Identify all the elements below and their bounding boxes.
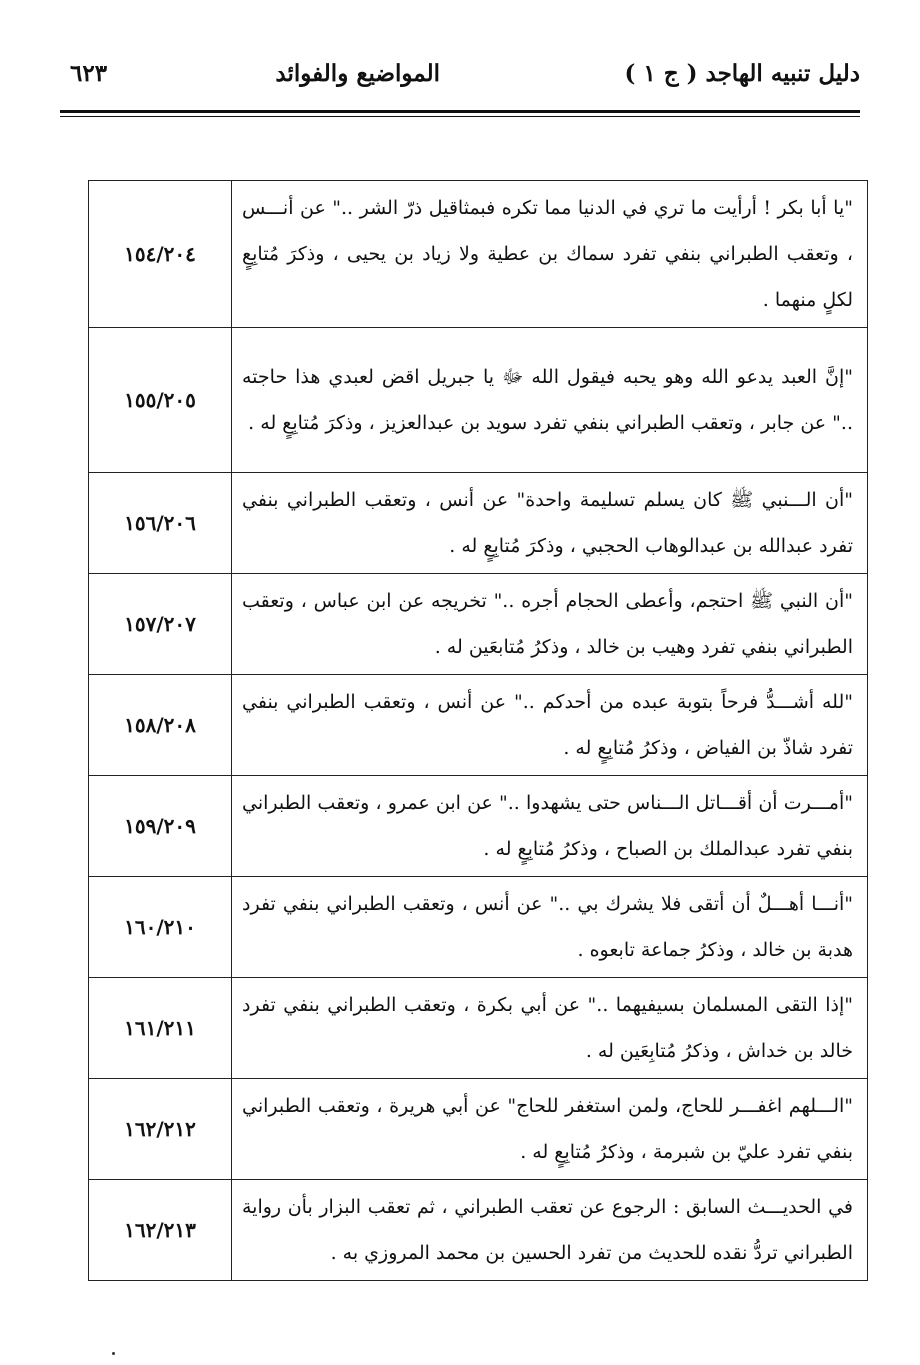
- table-row: [89, 675, 868, 776]
- entry-ref: ١٥٥/٢٠٥: [89, 328, 232, 473]
- table-row: [89, 1180, 868, 1281]
- entry-ref: ١٥٨/٢٠٨: [89, 675, 232, 776]
- entry-ref: ١٦٢/٢١٢: [89, 1079, 232, 1180]
- entry-ref: ١٥٩/٢٠٩: [89, 776, 232, 877]
- entry-ref: ١٥٤/٢٠٤: [89, 181, 232, 328]
- entry-text: "أنـــا أهـــلٌ أن أتقى فلا يشرك بي .." عن أنس ، وتعقب الطبراني بنفي تفرد هدبة بن خالد ، وذكرُ جماعة تابعوه .: [232, 877, 868, 978]
- table-row: [89, 978, 868, 1079]
- table-row: [89, 776, 868, 877]
- header-rule-thick: [60, 110, 860, 113]
- section-title: المواضيع والفوائد: [275, 60, 440, 87]
- entry-ref: ١٦٠/٢١٠: [89, 877, 232, 978]
- entry-text: في الحديـــث السابق : الرجوع عن تعقب الطبراني ، ثم تعقب البزار بأن رواية الطبراني تردُّ نقده للحديث من تفرد الحسين بن محمد المروزي به .: [232, 1180, 868, 1281]
- entry-ref: ١٥٦/٢٠٦: [89, 473, 232, 574]
- page-number: ٦٢٣: [70, 60, 108, 87]
- header-rule-thin: [60, 116, 860, 117]
- entry-text: "لله أشـــدُّ فرحاً بتوبة عبده من أحدكم .." عن أنس ، وتعقب الطبراني بنفي تفرد شاذّ بن الفياض ، وذكرُ مُتابِعٍ له .: [232, 675, 868, 776]
- page-speck: [112, 1352, 115, 1355]
- entry-text: "إذا التقى المسلمان بسيفيهما .." عن أبي بكرة ، وتعقب الطبراني بنفي تفرد خالد بن خداش ، وذكرُ مُتابِعَين له .: [232, 978, 868, 1079]
- entry-ref: ١٦١/٢١١: [89, 978, 232, 1079]
- entry-text: "يا أبا بكر ! أرأيت ما تري في الدنيا مما تكره فبمثاقيل ذرّ الشر .." عن أنـــس ، وتعقب الطبراني بنفي تفرد سماك بن عطية ولا زياد بن يحيى ، وذكرَ مُتابِعٍ لكلٍ منهما .: [232, 181, 868, 328]
- page-header: [60, 52, 860, 108]
- table-row: [89, 877, 868, 978]
- entry-text: "الـــلهم اغفـــر للحاج، ولمن استغفر للحاج" عن أبي هريرة ، وتعقب الطبراني بنفي تفرد عليّ بن شبرمة ، وذكرُ مُتابِعٍ له .: [232, 1079, 868, 1180]
- table-row: [89, 1079, 868, 1180]
- table-row: [89, 574, 868, 675]
- entries-table: [88, 180, 868, 1281]
- table-row: [89, 181, 868, 328]
- entry-ref: ١٥٧/٢٠٧: [89, 574, 232, 675]
- entry-text: "أمـــرت أن أقـــاتل الـــناس حتى يشهدوا .." عن ابن عمرو ، وتعقب الطبراني بنفي تفرد عبدالملك بن الصباح ، وذكرُ مُتابِعٍ له .: [232, 776, 868, 877]
- entry-text: "أن النبي ﷺ احتجم، وأعطى الحجام أجره .." تخريجه عن ابن عباس ، وتعقب الطبراني بنفي تفرد وهيب بن خالد ، وذكرُ مُتابعَين له .: [232, 574, 868, 675]
- book-title: دليل تنبيه الهاجد ( ج ١ ): [624, 60, 860, 87]
- table-row: [89, 328, 868, 473]
- entry-text: "إنَّ العبد يدعو الله وهو يحبه فيقول الله ﷻ يا جبريل اقض لعبدي هذا حاجته .." عن جابر ، وتعقب الطبراني بنفي تفرد سويد بن عبدالعزيز ، وذكرَ مُتابِعٍ له .: [232, 328, 868, 473]
- table-row: [89, 473, 868, 574]
- entry-text: "أن الـــنبي ﷺ كان يسلم تسليمة واحدة" عن أنس ، وتعقب الطبراني بنفي تفرد عبدالله بن عبدالوهاب الحجبي ، وذكرَ مُتابِعٍ له .: [232, 473, 868, 574]
- entry-ref: ١٦٢/٢١٣: [89, 1180, 232, 1281]
